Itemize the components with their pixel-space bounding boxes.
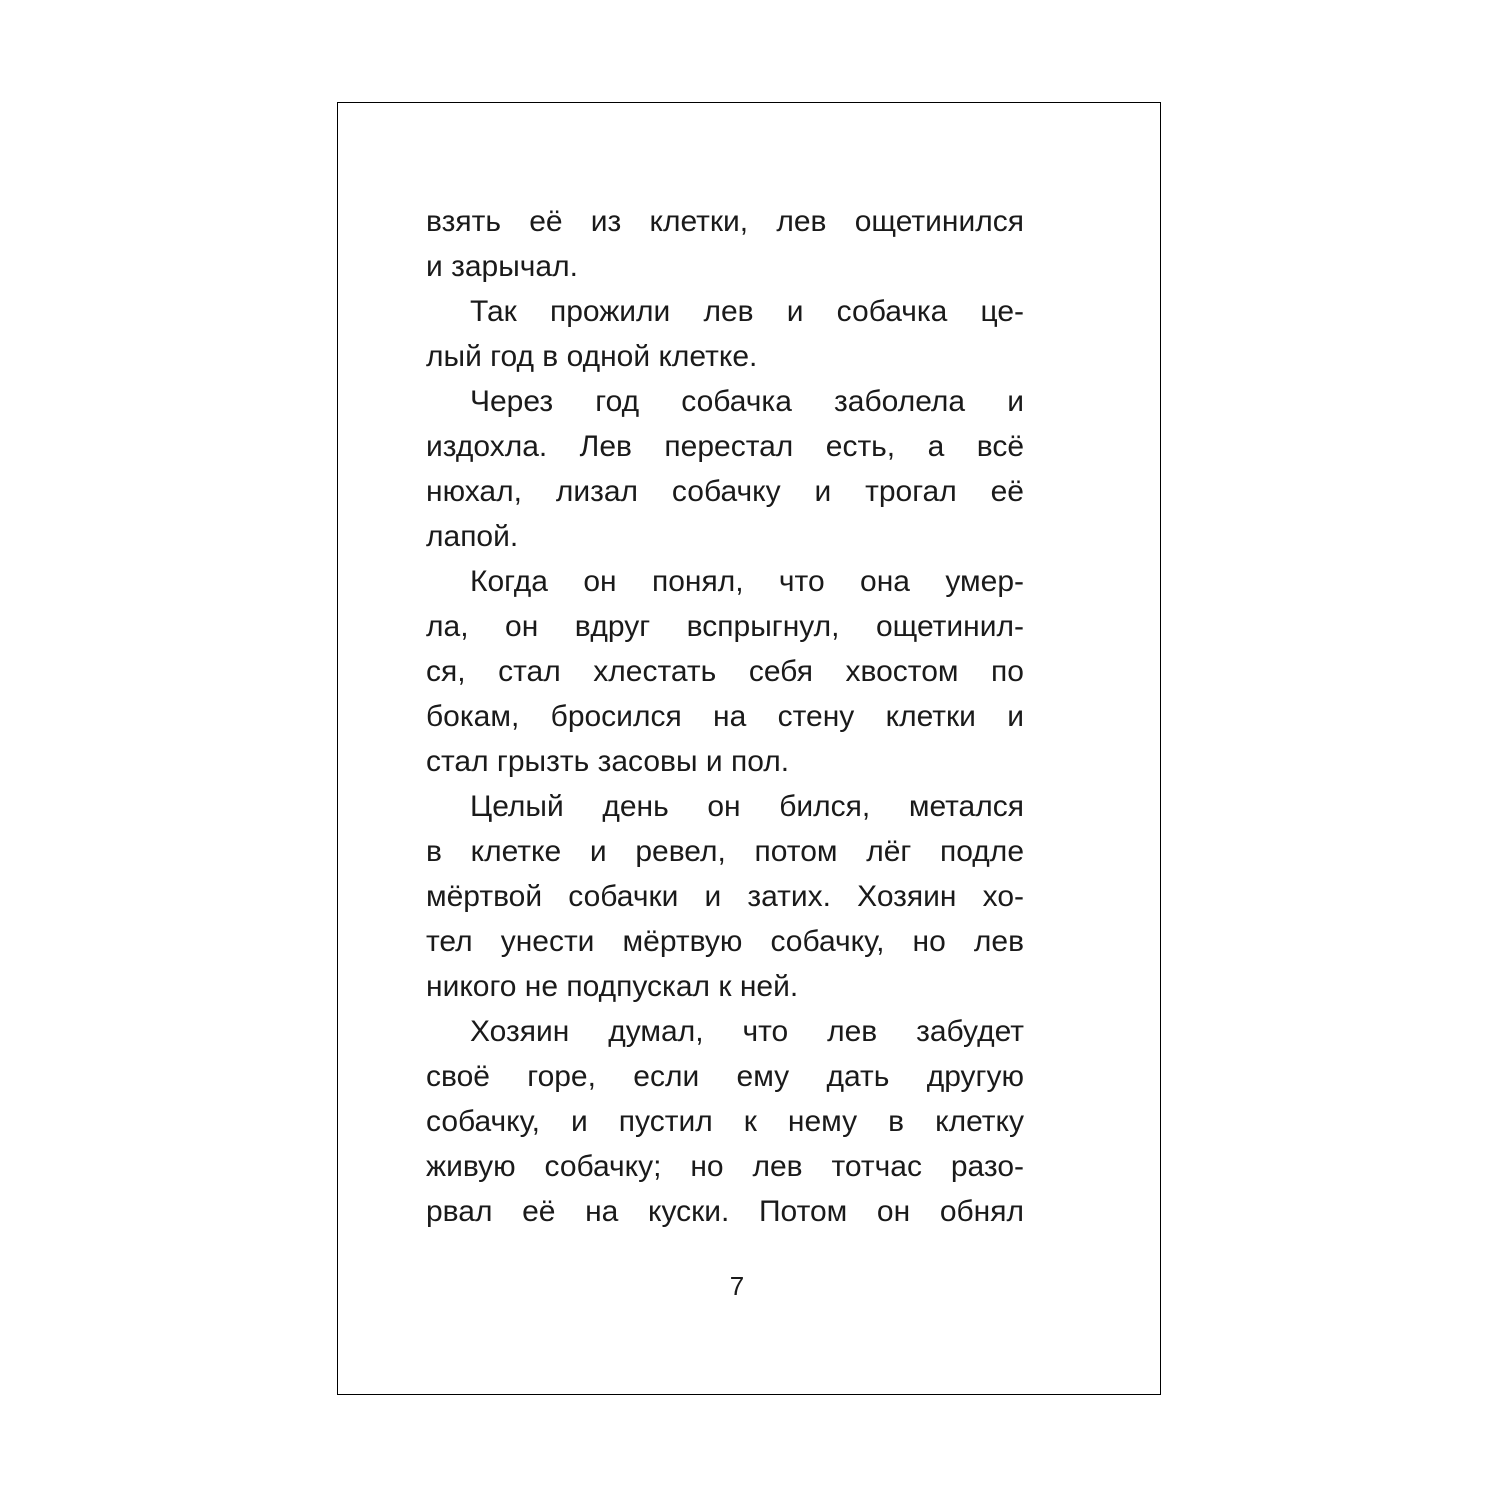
text-line: собачку, и пустил к нему в клетку: [426, 1105, 1024, 1138]
text-line: стал грызть засовы и пол.: [426, 745, 790, 778]
text-line: рвал её на куски. Потом он обнял: [426, 1195, 1024, 1228]
text-line: тел унести мёртвую собачку, но лев: [426, 925, 1024, 958]
text-line: никого не подпускал к ней.: [426, 970, 799, 1003]
text-line: взять её из клетки, лев ощетинился: [426, 205, 1024, 238]
text-line: нюхал, лизал собачку и трогал её: [426, 475, 1024, 508]
text-line: Так прожили лев и собачка це-: [470, 295, 1024, 328]
text-line: бокам, бросился на стену клетки и: [426, 700, 1024, 733]
text-line: издохла. Лев перестал есть, а всё: [426, 430, 1024, 463]
text-line: мёртвой собачки и затих. Хозяин хо-: [426, 880, 1024, 913]
page-number-label: 7: [729, 1271, 745, 1301]
text-line: лый год в одной клетке.: [426, 340, 758, 373]
body-text: [426, 199, 1024, 1234]
text-line: лапой.: [426, 520, 519, 553]
book-page: [337, 102, 1161, 1395]
text-line: и зарычал.: [426, 250, 578, 283]
page-number: [338, 1269, 1160, 1303]
text-line: ла, он вдруг вспрыгнул, ощетинил-: [426, 610, 1024, 643]
text-line: живую собачку; но лев тотчас разо-: [426, 1150, 1024, 1183]
text-line: Хозяин думал, что лев забудет: [470, 1015, 1024, 1048]
text-line: в клетке и ревел, потом лёг подле: [426, 835, 1024, 868]
text-line: Целый день он бился, метался: [470, 790, 1024, 823]
text-line: ся, стал хлестать себя хвостом по: [426, 655, 1024, 688]
text-line: своё горе, если ему дать другую: [426, 1060, 1024, 1093]
text-line: Когда он понял, что она умер-: [470, 565, 1024, 598]
text-line: Через год собачка заболела и: [470, 385, 1024, 418]
